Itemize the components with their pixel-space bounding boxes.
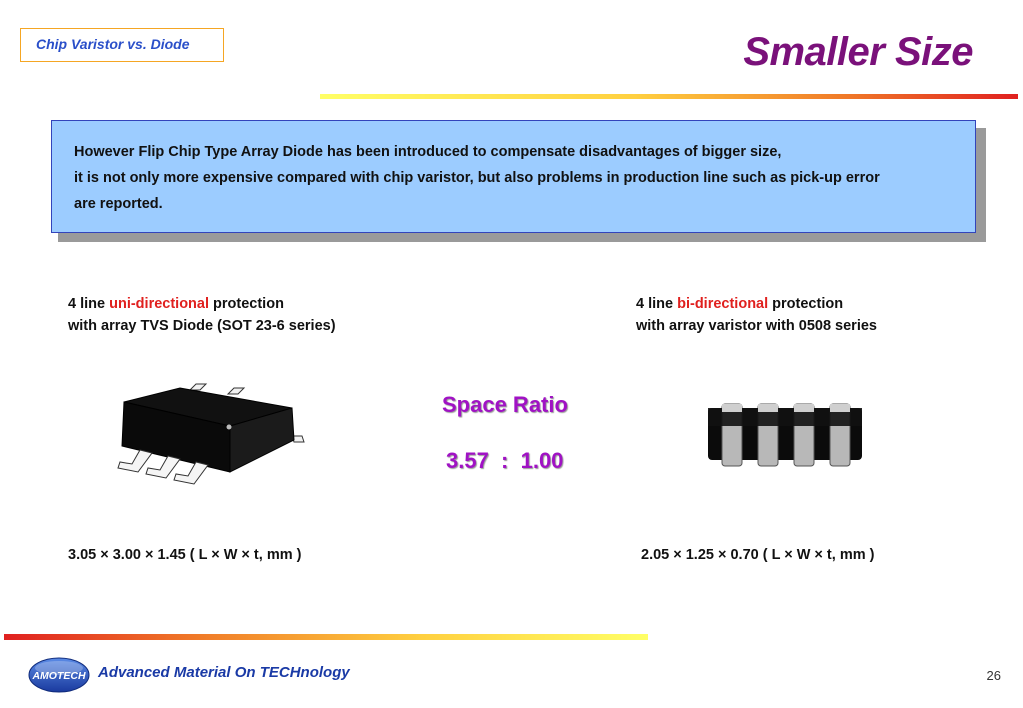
left-subtitle: with array TVS Diode (SOT 23-6 series) <box>68 318 336 334</box>
right-suffix: protection <box>768 296 844 312</box>
note-box <box>51 120 976 233</box>
amotech-logo-icon <box>28 656 90 694</box>
page-title: Smaller Size <box>743 30 973 74</box>
right-prefix: 4 line <box>636 296 678 312</box>
bottom-gradient-bar <box>4 634 648 640</box>
note-line-2: it is not only more expensive compared with chip varistor, but also problems in production line such as pick-up error <box>74 170 880 186</box>
space-ratio-title: Space Ratio <box>442 392 568 417</box>
left-description <box>68 293 336 337</box>
right-title-line <box>636 293 877 315</box>
page-number: 26 <box>986 668 1001 683</box>
top-gradient-bar <box>320 94 1018 99</box>
section-tag: Chip Varistor vs. Diode <box>20 28 224 62</box>
footer-tagline: Advanced Material On TECHnology <box>98 664 350 681</box>
left-prefix: 4 line <box>68 296 110 312</box>
right-description <box>636 293 877 337</box>
right-subtitle: with array varistor with 0508 series <box>636 318 877 334</box>
left-highlight: uni-directional <box>109 296 210 312</box>
right-dimensions: 2.05 × 1.25 × 0.70 ( L × W × t, mm ) <box>641 547 875 563</box>
note-line-3: are reported. <box>74 196 163 212</box>
left-dimensions: 3.05 × 3.00 × 1.45 ( L × W × t, mm ) <box>68 547 302 563</box>
note-line-1: However Flip Chip Type Array Diode has been introduced to compensate disadvantages of bigger size, <box>74 144 782 160</box>
sot23-6-package-icon <box>110 380 310 485</box>
logo-text: AMOTECH <box>32 670 86 682</box>
space-ratio-value: 3.57 : 1.00 <box>446 448 564 473</box>
left-title-line <box>68 293 336 315</box>
chip-varistor-array-icon <box>705 402 865 470</box>
right-highlight: bi-directional <box>677 296 769 312</box>
left-suffix: protection <box>209 296 284 312</box>
